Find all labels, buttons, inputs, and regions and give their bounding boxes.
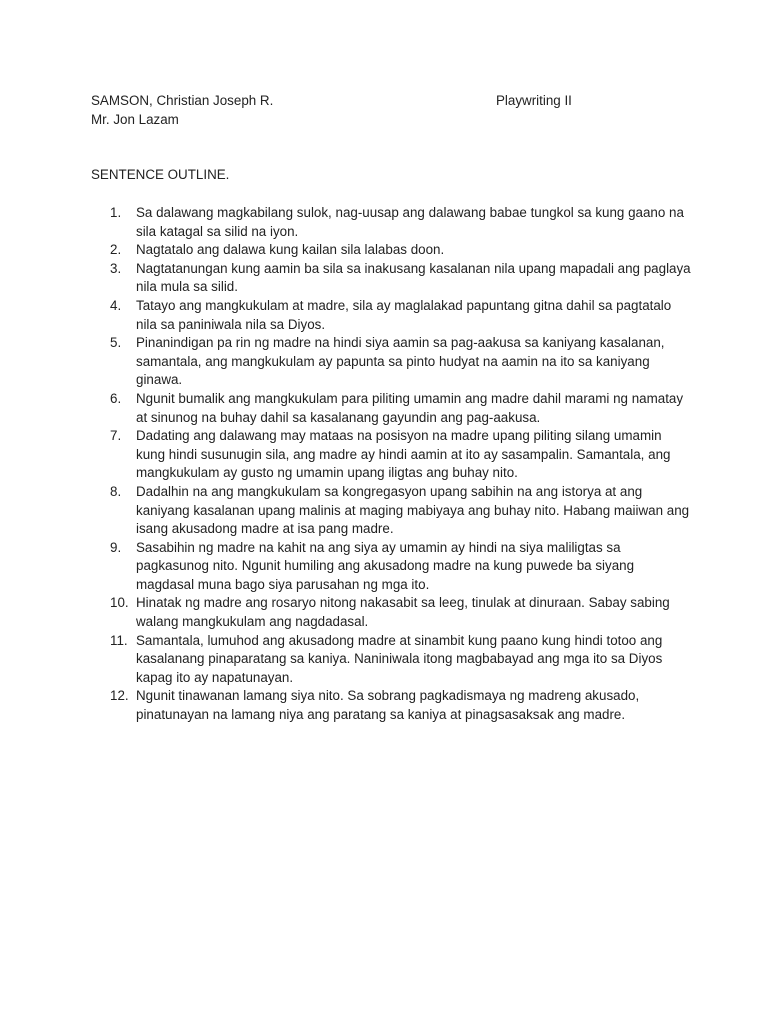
item-number: 11. xyxy=(110,632,128,648)
item-text: Pinanindigan pa rin ng madre na hindi siya aamin sa pag-aakusa sa kaniyang kasalanan, samantala, ang mangkukulam ay papunta sa pinto hudyat na aamin na ito sa kaniyang ginawa. xyxy=(136,335,665,388)
item-number: 12. xyxy=(110,688,129,704)
outline-list xyxy=(91,204,691,725)
item-text: Hinatak ng madre ang rosaryo nitong nakasabit sa leeg, tinulak at dinuraan. Sabay sabing walang mangkukulam ang nagdadasal. xyxy=(136,595,670,630)
item-number: 9. xyxy=(110,539,122,555)
outline-item xyxy=(91,687,691,724)
item-number: 5. xyxy=(110,335,122,351)
outline-item xyxy=(91,539,691,595)
outline-item xyxy=(91,390,691,427)
outline-item xyxy=(91,427,691,483)
instructor-name: Mr. Jon Lazam xyxy=(91,112,179,127)
item-text: Sa dalawang magkabilang sulok, nag-uusap ang dalawang babae tungkol sa kung gaano na sila katagal sa silid na iyon. xyxy=(136,205,684,239)
item-text: Samantala, lumuhod ang akusadong madre at sinambit kung paano kung hindi totoo ang kasalanang pinaparatang sa kaniya. Naniniwala itong magbabayad ang mga ito sa Diyos kapag ito ay napatunayan. xyxy=(136,632,663,685)
item-text: Dadating ang dalawang may mataas na posisyon na madre upang piliting silang umamin kung hindi susunugin sila, ang madre ay hindi aamin at ito ay sasampalin. Samantala, ang mangkukulam ay gusto ng umamin upang iligtas ang buhay nito. xyxy=(136,428,671,481)
student-name: SAMSON, Christian Joseph R. xyxy=(91,93,274,108)
item-text: Sasabihin ng madre na kahit na ang siya ay umamin ay hindi na siya maliligtas sa pagkasunog nito. Ngunit humiling ang akusadong madre na kung puwede ba siyang magdasal muna bago siya parusahan ng mga ito. xyxy=(136,539,635,592)
item-text: Nagtatanungan kung aamin ba sila sa inakusang kasalanan nila upang mapadali ang paglaya nila mula sa silid. xyxy=(136,260,691,295)
item-text: Tatayo ang mangkukulam at madre, sila ay maglalakad papuntang gitna dahil sa pagtatalo nila sa paniniwala nila sa Diyos. xyxy=(136,297,672,332)
item-number: 1. xyxy=(110,205,122,220)
outline-item xyxy=(91,334,691,390)
course-name: Playwriting II xyxy=(496,93,572,108)
outline-title: SENTENCE OUTLINE. xyxy=(91,167,230,182)
outline-item xyxy=(91,204,691,241)
outline-item xyxy=(91,594,691,631)
item-number: 3. xyxy=(110,260,122,276)
item-number: 6. xyxy=(110,390,122,406)
item-text: Ngunit bumalik ang mangkukulam para piliting umamin ang madre dahil marami ng namatay at sinunog na buhay dahil sa kasalanang gayundin ang pag-aakusa. xyxy=(136,390,684,425)
item-number: 10. xyxy=(110,595,129,611)
item-number: 8. xyxy=(110,483,122,499)
item-number: 4. xyxy=(110,297,122,313)
outline-item xyxy=(91,241,691,260)
outline-item xyxy=(91,297,691,334)
outline-item xyxy=(91,632,691,688)
item-text: Nagtatalo ang dalawa kung kailan sila lalabas doon. xyxy=(136,242,445,258)
item-number: 7. xyxy=(110,428,122,444)
item-number: 2. xyxy=(110,242,122,258)
outline-item xyxy=(91,483,691,539)
item-text: Dadalhin na ang mangkukulam sa kongregasyon upang sabihin na ang istorya at ang kaniyang kasalanan upang malinis at maging mabiyaya ang buhay nito. Habang maiiwan ang isang akusadong madre at isa pang madre. xyxy=(136,483,690,537)
outline-item xyxy=(91,260,691,297)
item-text: Ngunit tinawanan lamang siya nito. Sa sobrang pagkadismaya ng madreng akusado, pinatunayan na lamang niya ang paratang sa kaniya at pinagsasaksak ang madre. xyxy=(136,688,640,723)
